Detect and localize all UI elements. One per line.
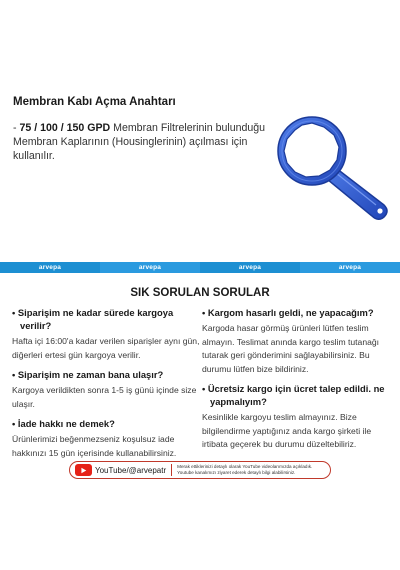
brand-label: arvepa (38, 264, 62, 271)
faq-left-column (12, 306, 200, 466)
blue-housing-wrench-icon (274, 113, 394, 223)
faq-answer: Kesinlikle kargoyu teslim almayınız. Bize bilgilendirme yaptığınız anda kargo şirketi ile irtibata geçerek bu durumu düzeltebiliriz. (202, 412, 372, 449)
product-description: - 75 / 100 / 150 GPD Membran Filtrelerinin bulunduğu Membran Kaplarının (Housinglerinin) açılması için kullanılır. (13, 122, 266, 162)
faq-question: • Siparişim ne zaman bana ulaşır? (12, 368, 200, 381)
faq-answer: Kargoya verildikten sonra 1-5 iş günü içinde size ulaşır. (12, 385, 197, 409)
product-section (0, 80, 400, 260)
youtube-banner[interactable] (69, 461, 331, 479)
product-capacities: 75 / 100 / 150 GPD (19, 122, 111, 134)
faq-question: • İade hakkı ne demek? (12, 417, 200, 430)
faq-title: SIK SORULAN SORULAR (130, 287, 270, 299)
product-title: Membran Kabı Açma Anahtarı (13, 96, 176, 108)
faq-answer: Ürünlerimizi beğenmezseniz koşulsuz iade hakkınızı 15 gün içerisinde kullanabilirsiniz. (12, 434, 177, 458)
faq-answer: Hafta içi 16:00'a kadar verilen siparişler aynı gün, diğerleri ertesi gün kargoya verilir. (12, 336, 200, 360)
youtube-divider (171, 464, 172, 476)
brand-strip (0, 262, 400, 273)
brand-label: arvepa (238, 264, 262, 271)
faq-answer: Kargoda hasar görmüş ürünleri lütfen teslim almayın. Teslimat anında kargo teslim tutanağı tutarak geri gönderimini sağlayabilirsiniz. Bu durumu lütfen bize bildiriniz. (202, 323, 380, 374)
youtube-play-icon (75, 464, 92, 476)
faq-right-column (202, 306, 390, 458)
faq-question: • Ücretsiz kargo için ücret talep edildi. ne yapmalıyım? (202, 382, 390, 408)
brand-label: arvepa (100, 262, 200, 273)
faq-question: • Siparişim ne kadar sürede kargoya verilir? (12, 306, 200, 332)
brand-label: arvepa (300, 262, 400, 273)
faq-question: • Kargom hasarlı geldi, ne yapacağım? (202, 306, 390, 319)
youtube-handle[interactable]: YouTube/@arvepatr (95, 465, 167, 475)
youtube-note: Merak ettiklerinizi detaylı olarak YouTube videolarımızda açıkladık. Youtube kanalımızı ziyaret ederek detaylı bilgi alabilirsiniz. (177, 464, 313, 475)
